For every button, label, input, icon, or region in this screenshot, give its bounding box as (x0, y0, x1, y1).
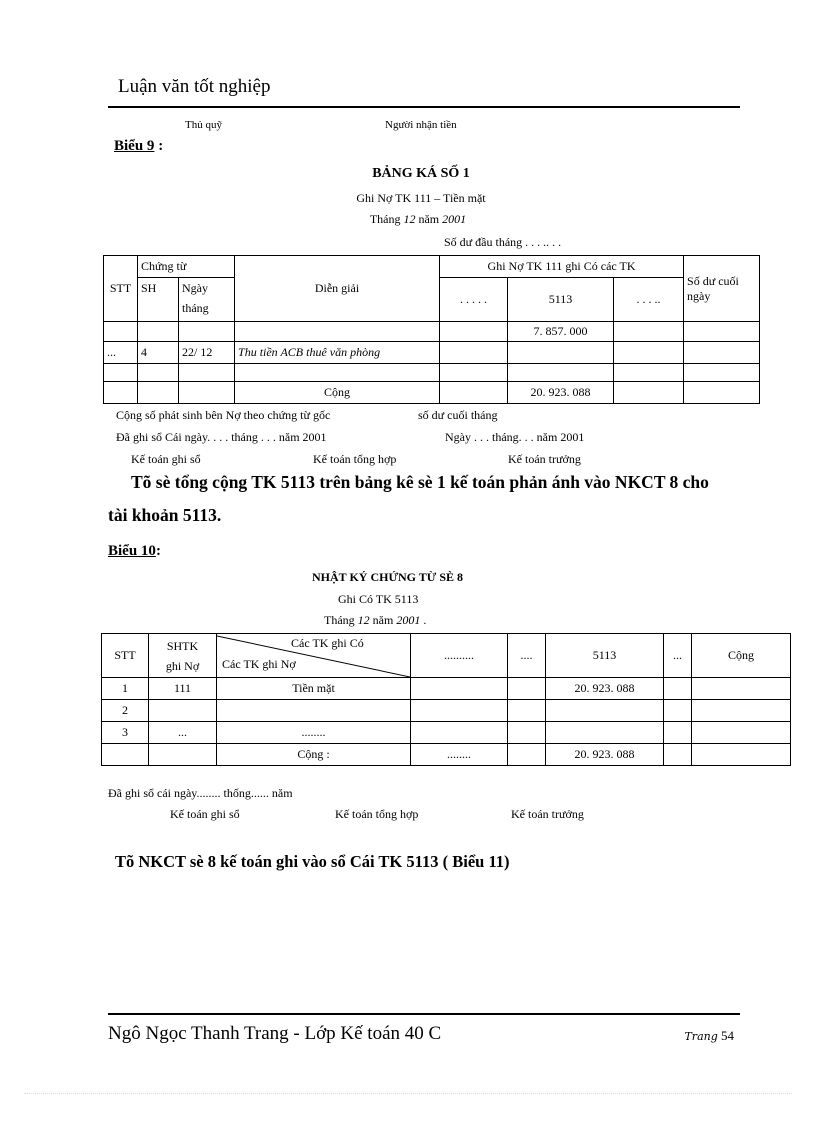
bieu9-table (103, 255, 760, 404)
b9-h-ngay: Ngày (182, 281, 208, 295)
b9-row-3 (104, 364, 760, 382)
b10-r2-5113 (546, 700, 664, 722)
b10-r3-5113 (546, 722, 664, 744)
b10-row-3 (102, 722, 791, 744)
bieu10-month-line (324, 613, 426, 628)
b9-h-dots1: . . . . . (440, 278, 508, 322)
b10-h-diagonal (217, 634, 411, 678)
b9-row-total (104, 382, 760, 404)
b9-row-1 (104, 322, 760, 342)
b10-r2-shtk (149, 700, 217, 722)
b10-h-diag-bottom: Các TK ghi Nợ (222, 657, 296, 671)
b10-h-shtk (149, 634, 217, 678)
bieu9-subtitle: Ghi Nợ TK 111 – Tiền mặt (356, 191, 486, 205)
b10-row-2 (102, 700, 791, 722)
bieu10-year-suffix: . (420, 613, 427, 627)
b9-total-5113: 20. 923. 088 (508, 382, 614, 404)
b10-sign-ghiso: Kế toán ghi sổ (170, 807, 240, 821)
b9-h-dots2: . . . .. (614, 278, 684, 322)
bieu9-label: Biểu 9 (114, 138, 155, 154)
footer-page-number: 54 (721, 1028, 734, 1043)
b9-row-2 (104, 342, 760, 364)
bieu9-month: 12 (403, 212, 416, 226)
b10-r2-stt: 2 (102, 700, 149, 722)
b10-r1-shtk: 111 (149, 678, 217, 700)
bieu10-month-prefix: Tháng (324, 613, 358, 627)
b9-r1-5113: 7. 857. 000 (508, 322, 614, 342)
footer-rule (108, 1013, 740, 1015)
b10-r1-stt: 1 (102, 678, 149, 700)
signature-receiver: Người nhận tiền (385, 119, 457, 131)
b10-r3-stt: 3 (102, 722, 149, 744)
b10-r2-desc (217, 700, 411, 722)
b10-total-5113: 20. 923. 088 (546, 744, 664, 766)
bieu9-year-word: năm (415, 212, 443, 226)
b10-h-shtk-2: ghi Nợ (165, 658, 200, 673)
b10-r1-5113: 20. 923. 088 (546, 678, 664, 700)
bieu10-year: 2001 (396, 613, 421, 627)
signature-cashier: Thủ quỹ (185, 119, 222, 131)
header-rule (108, 106, 740, 108)
bieu9-label-wrap (114, 138, 163, 155)
b9-r2-desc: Thu tiền ACB thuê văn phòng (235, 342, 440, 364)
page-edge (24, 1093, 792, 1094)
b9-h-5113: 5113 (508, 278, 614, 322)
b9-note2-right: Ngày . . . tháng. . . năm 2001 (445, 430, 585, 444)
b10-h-shtk-1: SHTK (166, 638, 199, 653)
b10-h-dots2: .... (508, 634, 546, 678)
b10-r1-desc: Tiền mặt (217, 678, 411, 700)
footer-page-word: Trang (684, 1030, 718, 1043)
bieu10-month: 12 (357, 613, 370, 627)
b10-h-dots1: .......... (411, 634, 508, 678)
b9-h-ngaythang (179, 278, 235, 322)
b9-sign-truong: Kế toán trưởng (508, 452, 581, 466)
b9-h-chungtu: Chứng từ (138, 256, 235, 278)
b9-h-soducuoi-2: ngày (687, 288, 711, 303)
b9-h-stt: STT (104, 256, 138, 322)
b9-h-thang: tháng (182, 301, 209, 315)
footer-author: Ngô Ngọc Thanh Trang - Lớp Kế toán 40 C (108, 1023, 442, 1044)
footer-page (684, 1028, 734, 1044)
bieu9-label-suffix: : (154, 138, 164, 154)
bieu9-year: 2001 (442, 212, 467, 226)
b10-total-label: Cộng : (217, 744, 411, 766)
b10-total-dots: ........ (411, 744, 508, 766)
b9-sign-tonghop: Kế toán tổng hợp (313, 452, 397, 466)
b9-h-sh: SH (138, 278, 179, 322)
bieu9-title: BẢNG KÁ SỐ 1 (372, 166, 470, 181)
bieu10-title: NHẬT KÝ CHỨNG TỪ SÈ 8 (312, 570, 464, 584)
b10-h-cong: Cộng (692, 634, 791, 678)
b10-h-diag-top: Các TK ghi Có (291, 636, 364, 650)
b9-total-label: Cộng (235, 382, 440, 404)
b10-h-5113: 5113 (546, 634, 664, 678)
b9-h-diengiai: Diễn giải (235, 256, 440, 322)
bieu10-table (101, 633, 791, 766)
b10-sign-tonghop: Kế toán tổng hợp (335, 807, 419, 821)
b9-r2-stt: ... (104, 342, 138, 364)
b9-h-soducuoi (684, 256, 760, 322)
b10-sign-truong: Kế toán trưởng (511, 807, 584, 821)
b10-h-stt: STT (102, 634, 149, 678)
b10-row-total (102, 744, 791, 766)
b9-h-soducuoi-1: Số dư cuối (687, 273, 739, 288)
bieu9-month-line (0, 212, 816, 227)
bieu9-month-prefix: Tháng (369, 212, 404, 226)
b9-sign-ghiso: Kế toán ghi sổ (131, 452, 201, 466)
bieu10-label: Biểu 10 (108, 543, 156, 559)
bieu10-label-suffix: : (155, 543, 161, 559)
b9-note1-right: số dư cuối tháng (418, 408, 498, 422)
bieu10-label-wrap (108, 543, 161, 560)
paragraph1-line1: Tõ sè tổng cộng TK 5113 trên bảng kê sè 1 kế toán phản ánh vào NKCT 8 cho (131, 472, 709, 492)
b9-note1-left: Cộng số phát sinh bên Nợ theo chứng từ gốc (116, 408, 331, 422)
b9-note2-left: Đã ghi sổ Cái ngày. . . . tháng . . . năm 2001 (116, 430, 327, 444)
b10-row-1 (102, 678, 791, 700)
paragraph1-line2: tài khoản 5113. (108, 505, 222, 525)
bieu9-opening-balance: Số dư đầu tháng . . . .. . . (444, 235, 562, 249)
paragraph2: Tõ NKCT sè 8 kế toán ghi vào sổ Cái TK 5113 ( Biểu 11) (115, 852, 510, 871)
bieu10-year-word: năm (369, 613, 397, 627)
b10-r3-desc: ........ (217, 722, 411, 744)
header-title: Luận văn tốt nghiệp (118, 76, 271, 97)
b10-note: Đã ghi sổ cái ngày........ thống...... năm (108, 786, 293, 800)
b9-h-ghino: Ghi Nợ TK 111 ghi Có các TK (440, 256, 684, 278)
bieu10-subtitle: Ghi Có TK 5113 (338, 592, 419, 606)
b10-r3-shtk: ... (149, 722, 217, 744)
b10-h-dots3: ... (664, 634, 692, 678)
b9-r2-sh: 4 (138, 342, 179, 364)
b9-r2-date: 22/ 12 (179, 342, 235, 364)
